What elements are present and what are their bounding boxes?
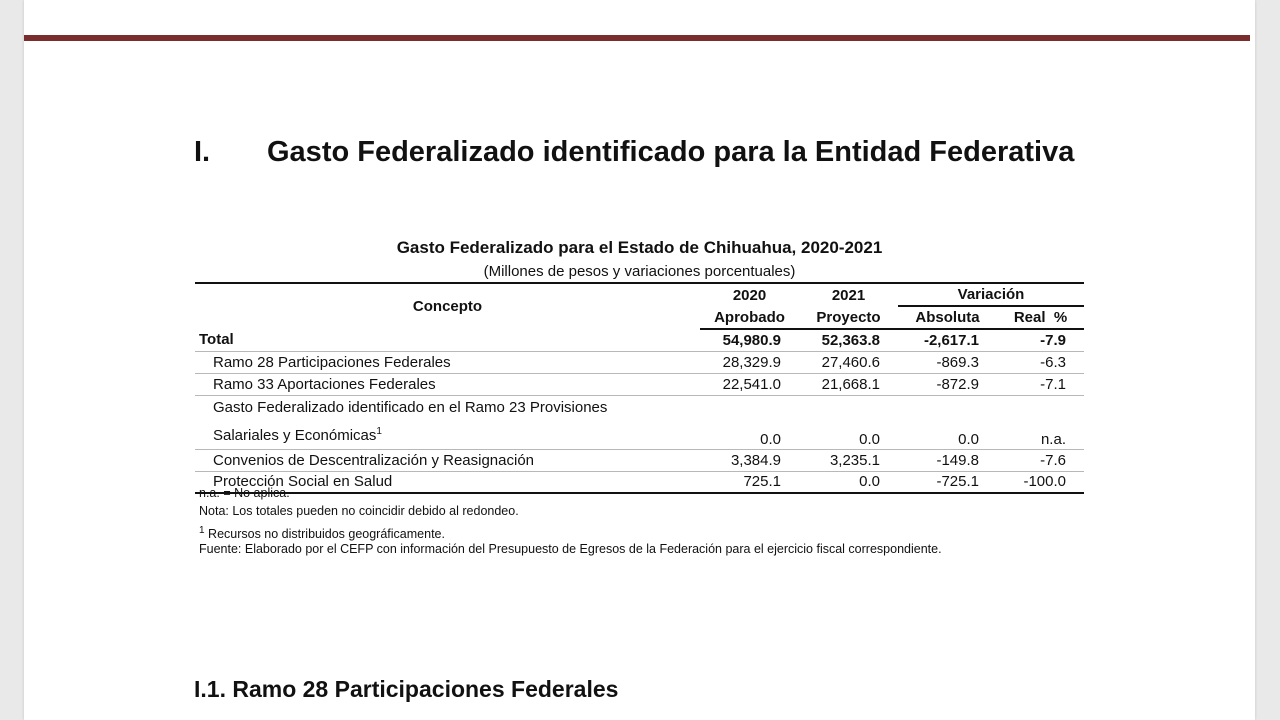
row-label	[195, 395, 700, 449]
cell-real: -7.1	[1040, 375, 1066, 393]
table-title: Gasto Federalizado para el Estado de Chihuahua, 2020-2021	[396, 238, 883, 257]
footnote-mark: 1	[199, 525, 205, 536]
table-row	[195, 373, 1084, 395]
row-label-line-2: Salariales y Económicas	[213, 426, 377, 444]
cell-2020: 28,329.9	[722, 353, 781, 371]
cell-absoluta: -149.8	[936, 451, 979, 469]
cell-2021: 3,235.1	[829, 451, 880, 469]
cell-2021: 0.0	[859, 430, 880, 448]
cell-2020: 54,980.9	[722, 331, 781, 349]
header-aprobado: Aprobado	[700, 306, 799, 329]
row-label: Protección Social en Salud	[213, 473, 393, 491]
table-subtitle: (Millones de pesos y variaciones porcentuales)	[483, 263, 796, 280]
cell-2020: 725.1	[743, 473, 781, 491]
header-absoluta: Absoluta	[898, 306, 997, 329]
note-footnote	[199, 522, 942, 540]
section-title: Gasto Federalizado identificado para la Entidad Federativa	[267, 136, 1075, 168]
cell-2021: 0.0	[859, 473, 880, 491]
header-2021: 2021	[831, 286, 866, 304]
note-na: n.a. = No aplica.	[199, 486, 290, 500]
cell-absoluta: 0.0	[958, 430, 979, 448]
cell-absoluta: -869.3	[936, 353, 979, 371]
cell-2021: 21,668.1	[821, 375, 880, 393]
header-concepto: Concepto	[412, 298, 483, 315]
subsection-heading: I.1. Ramo 28 Participaciones Federales	[194, 676, 619, 702]
note-redondeo: Nota: Los totales pueden no coincidir debido al redondeo.	[199, 504, 519, 518]
cell-2021: 27,460.6	[821, 353, 880, 371]
row-label: Ramo 28 Participaciones Federales	[213, 353, 451, 371]
header-2020: 2020	[732, 286, 767, 304]
cell-2020: 0.0	[760, 430, 781, 448]
cell-2020: 22,541.0	[722, 375, 781, 393]
row-label: Total	[199, 331, 234, 349]
document-page	[24, 0, 1255, 720]
gasto-federalizado-table	[195, 282, 1084, 494]
cell-absoluta: -725.1	[936, 473, 979, 491]
header-proyecto: Proyecto	[799, 306, 898, 329]
section-heading	[194, 136, 1074, 169]
header-rule	[24, 35, 1250, 41]
note-fuente: Fuente: Elaborado por el CEFP con información del Presupuesto de Egresos de la Federación para el ejercicio fiscal correspondiente.	[199, 542, 942, 556]
table-row	[195, 449, 1084, 471]
footnote-mark: 1	[376, 425, 382, 437]
row-label: Convenios de Descentralización y Reasignación	[213, 451, 535, 469]
cell-real: n.a.	[1040, 430, 1066, 448]
cell-real: -100.0	[1023, 473, 1066, 491]
header-variacion: Variación	[898, 283, 1084, 306]
table-row	[195, 351, 1084, 373]
cell-real: -6.3	[1040, 353, 1066, 371]
cell-absoluta: -2,617.1	[923, 331, 979, 349]
cell-absoluta: -872.9	[936, 375, 979, 393]
cell-real: -7.9	[1040, 331, 1066, 349]
table-row	[195, 395, 1084, 449]
header-real-pct: Real %	[997, 306, 1084, 329]
cell-2020: 3,384.9	[730, 451, 781, 469]
table-row	[195, 329, 1084, 351]
section-number: I.	[194, 136, 211, 168]
footnote-text: Recursos no distribuidos geográficamente.	[204, 527, 445, 542]
table-notes	[199, 484, 942, 558]
row-label-line-1: Gasto Federalizado identificado en el Ramo 23 Provisiones	[213, 398, 608, 416]
cell-2021: 52,363.8	[821, 331, 880, 349]
cell-real: -7.6	[1040, 451, 1066, 469]
row-label: Ramo 33 Aportaciones Federales	[213, 375, 436, 393]
